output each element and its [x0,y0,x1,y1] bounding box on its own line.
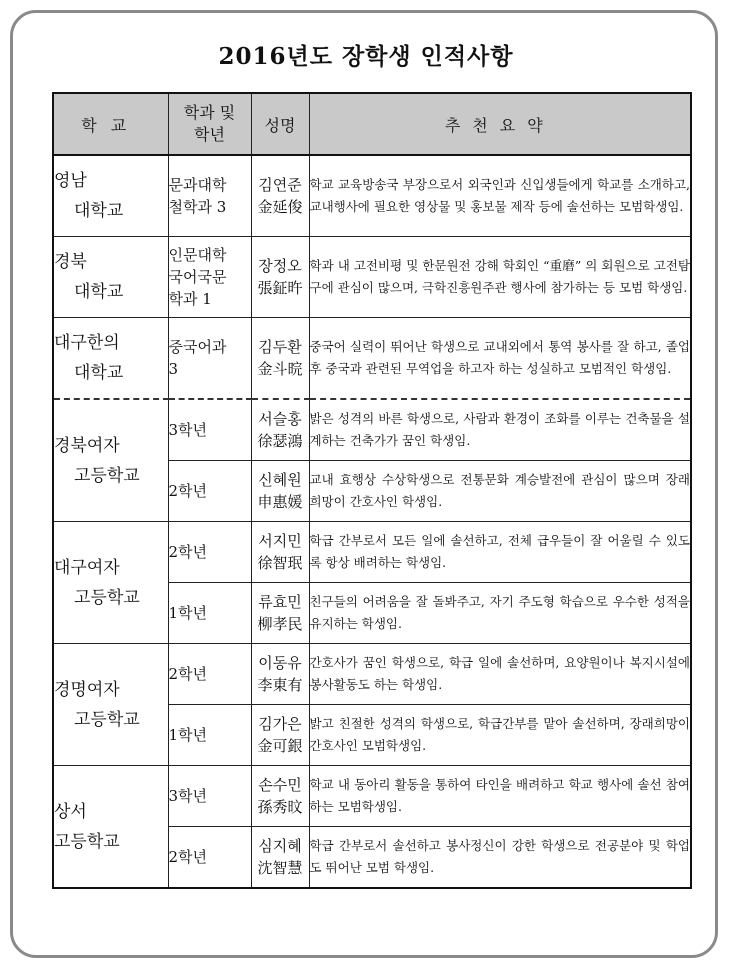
name-hanja: 申惠媛 [257,493,303,511]
name-cell [251,399,309,461]
school-cell [53,522,168,644]
summary-cell: 학급 간부로서 모든 일에 솔선하고, 전체 급우들이 잘 어울릴 수 있도록 항상 배려하는 학생임. [309,522,691,583]
school-name-line1: 경북 [54,252,87,272]
summary-cell: 간호사가 꿈인 학생으로, 학급 일에 솔선하며, 요양원이나 복지시설에 봉사활동도 하는 학생임. [309,644,691,705]
school-cell [53,237,168,318]
school-name-line2: 대학교 [74,363,124,383]
name-hanja: 金可銀 [257,737,303,755]
name-korean: 김두환 [258,338,302,356]
grade-cell: 2학년 [168,522,251,583]
name-korean: 김연준 [258,176,302,194]
summary-cell: 학교 교육방송국 부장으로서 외국인과 신입생들에게 학교를 소개하고, 교내행사에 필요한 영상물 및 홍보물 제작 등에 솔선하는 모범학생임. [309,155,691,237]
school-name-line1: 경명여자 [54,679,120,700]
dept-cell [168,237,251,318]
name-cell [251,644,309,705]
summary-cell: 학과 내 고전비평 및 한문원전 강해 학회인 “重磨” 의 회원으로 고전탐구에 관심이 많으며, 극학진흥원주관 행사에 참가하는 등 모범 학생임. [309,237,691,318]
header-dept-line1: 학과 및 [183,103,236,122]
name-korean: 김가은 [258,715,302,733]
document-title: 2016년도 장학생 인적사항 [218,43,514,70]
dept-cell [168,155,251,237]
grade-cell: 2학년 [168,827,251,889]
name-korean: 심지혜 [258,837,302,855]
school-name-line1: 대구한의 [54,333,120,353]
dept-line: 학과 1 [168,290,212,308]
name-cell [251,583,309,644]
name-korean: 서슬홍 [258,410,302,428]
name-hanja: 金斗晥 [257,360,303,378]
grade-cell: 3학년 [168,399,251,461]
name-hanja: 金延俊 [257,198,303,216]
header-row [53,93,691,155]
table-row [53,318,691,400]
school-cell [53,318,168,400]
summary-cell: 친구들의 어려움을 잘 돌봐주고, 자기 주도형 학습으로 우수한 성적을 유지하는 학생임. [309,583,691,644]
name-cell [251,155,309,237]
school-cell [53,644,168,766]
school-name-line2: 고등학교 [74,587,140,608]
name-hanja: 沈智慧 [257,859,303,877]
dept-line: 인문대학 [168,246,227,264]
school-name-line1: 대구여자 [54,557,120,578]
school-cell [53,399,168,522]
school-name-line2: 대학교 [74,282,124,302]
name-cell [251,318,309,400]
dept-cell [168,318,251,400]
name-korean: 손수민 [258,776,302,794]
dept-line: 국어국문 [168,268,227,286]
school-cell [53,155,168,237]
summary-cell: 학교 내 동아리 활동을 통하여 타인을 배려하고 학교 행사에 솔선 참여하는 모범학생임. [309,766,691,827]
name-hanja: 柳孝民 [257,615,303,633]
table-row [53,522,691,583]
school-name-line1: 상서 [54,801,87,822]
table-row [53,644,691,705]
dept-line: 3 [168,360,179,378]
header-dept [168,93,251,155]
name-korean: 류효민 [258,593,302,611]
dept-line: 중국어과 [168,338,227,356]
header-dept-line2: 학년 [194,125,225,144]
dept-line: 철학과 3 [168,198,227,216]
name-cell [251,827,309,889]
school-name-line1: 경북여자 [54,435,120,456]
grade-cell: 2학년 [168,644,251,705]
grade-cell: 1학년 [168,583,251,644]
table-row [53,766,691,827]
summary-cell: 학급 간부로서 솔선하고 봉사정신이 강한 학생으로 전공분야 및 학업도 뛰어난 모범 학생임. [309,827,691,889]
name-hanja: 徐智珉 [257,554,303,572]
summary-cell: 밝고 친절한 성격의 학생으로, 학급간부를 맡아 솔선하며, 장래희망이 간호사인 모범학생임. [309,705,691,766]
name-cell [251,461,309,522]
name-cell [251,522,309,583]
school-name-line1: 영남 [54,171,87,191]
header-school: 학교 [53,93,168,155]
grade-cell: 1학년 [168,705,251,766]
summary-cell: 밝은 성격의 바른 학생으로, 사람과 환경이 조화를 이루는 건축물을 설계하는 건축가가 꿈인 학생임. [309,399,691,461]
summary-cell: 교내 효행상 수상학생으로 전통문화 계승발전에 관심이 많으며 장래 희망이 간호사인 학생임. [309,461,691,522]
table-row [53,399,691,461]
name-korean: 장정오 [258,257,302,275]
name-korean: 신혜원 [258,471,302,489]
name-korean: 이동유 [258,654,302,672]
name-korean: 서지민 [258,532,302,550]
table-row [53,237,691,318]
name-hanja: 徐瑟鴻 [257,432,303,450]
name-cell [251,705,309,766]
name-cell [251,766,309,827]
school-name-line2: 고등학교 [54,831,120,852]
school-name-line2: 고등학교 [74,709,140,730]
school-name-line2: 대학교 [74,201,124,221]
summary-cell: 중국어 실력이 뛰어난 학생으로 교내외에서 통역 봉사를 잘 하고, 졸업 후 중국과 관련된 무역업을 하고자 하는 성실하고 모범적인 학생임. [309,318,691,400]
grade-cell: 3학년 [168,766,251,827]
header-name: 성명 [251,93,309,155]
name-cell [251,237,309,318]
scholarship-table [52,92,692,889]
dept-line: 문과대학 [168,176,227,194]
school-name-line2: 고등학교 [74,465,140,486]
school-cell [53,766,168,889]
name-hanja: 李東有 [257,676,303,694]
header-summary: 추천요약 [309,93,691,155]
grade-cell: 2학년 [168,461,251,522]
table-row [53,155,691,237]
name-hanja: 孫秀旼 [257,798,303,816]
name-hanja: 張鉦旿 [257,279,303,297]
